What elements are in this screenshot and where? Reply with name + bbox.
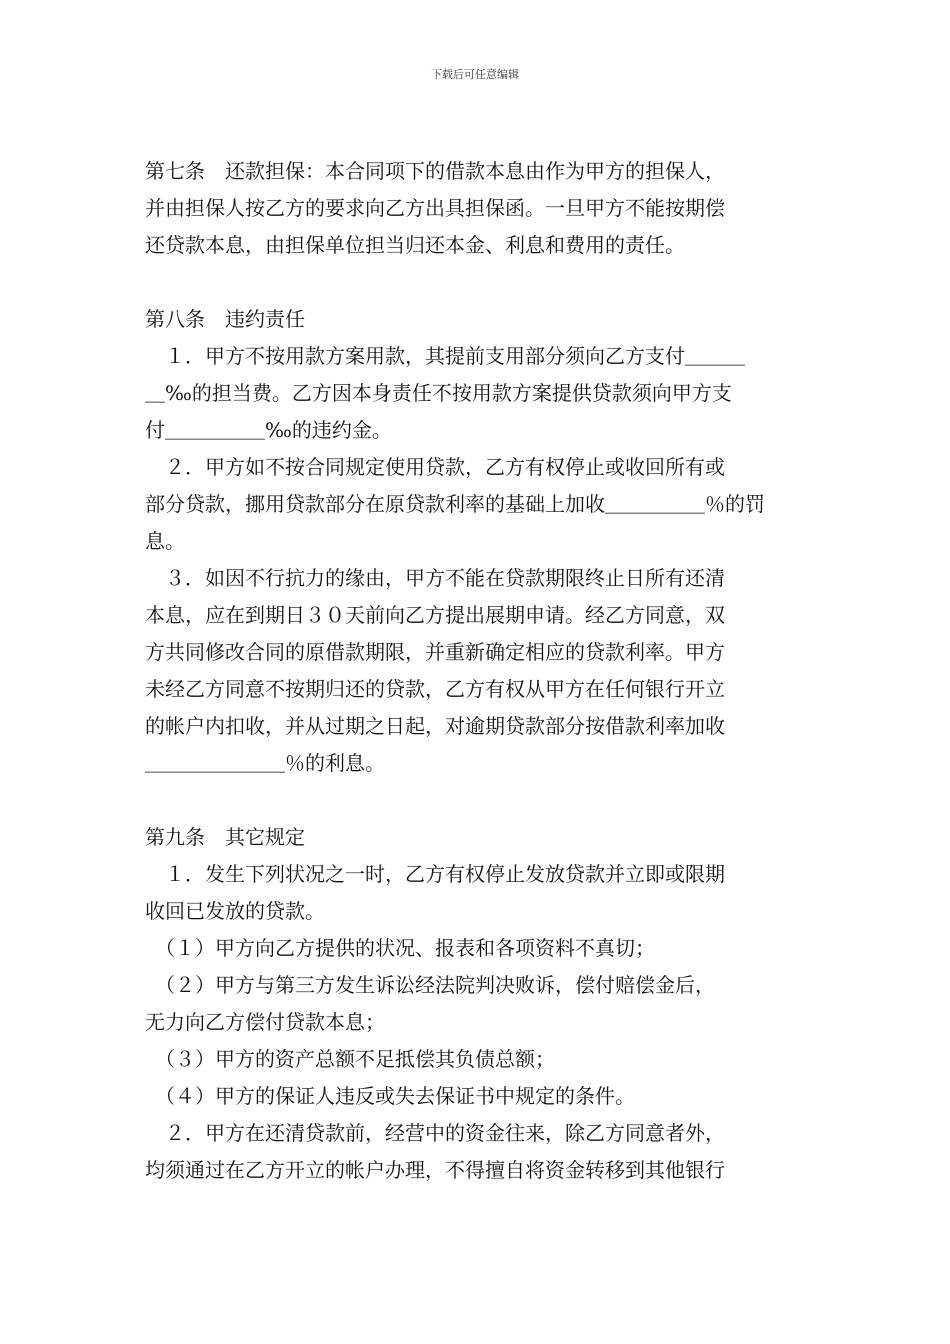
article-8-line: １．甲方不按用款方案用款，其提前支用部分须向乙方支付＿＿＿ [145, 344, 745, 368]
article-9-line: ２．甲方在还清贷款前，经营中的资金往来，除乙方同意者外， [145, 1121, 725, 1145]
article-8-line: ＿‰的担当费。乙方因本身责任不按用款方案提供贷款须向甲方支 [145, 381, 732, 405]
article-8-line: 未经乙方同意不按期归还的贷款，乙方有权从甲方在任何银行开立 [145, 677, 725, 701]
article-8-line: ２．甲方如不按合同规定使用贷款，乙方有权停止或收回所有或 [145, 455, 725, 479]
contract-body [145, 153, 810, 1189]
article-9-line: （３）甲方的资产总额不足抵偿其负债总额； [145, 1047, 555, 1071]
article-9-line: １．发生下列状况之一时，乙方有权停止发放贷款并立即或限期 [145, 862, 725, 886]
article-8-line: ＿＿＿＿＿＿＿％的利息。 [145, 751, 385, 775]
article-9-line: （２）甲方与第三方发生诉讼经法院判决败诉，偿付赔偿金后， [145, 973, 715, 997]
article-8-line: 方共同修改合同的原借款期限，并重新确定相应的贷款利率。甲方 [145, 640, 725, 664]
article-9 [145, 819, 810, 1189]
article-9-line: （４）甲方的保证人违反或失去保证书中规定的条件。 [145, 1084, 635, 1108]
article-8-title: 第八条 违约责任 [145, 307, 305, 331]
article-8-line: 息。 [145, 529, 185, 553]
article-7-line: 并由担保人按乙方的要求向乙方出具担保函。一旦甲方不能按期偿 [145, 196, 725, 220]
article-7 [145, 153, 810, 264]
page-header: 下载后可任意编辑 [431, 68, 519, 81]
article-8-line: 付＿＿＿＿＿‰的违约金。 [145, 418, 392, 442]
article-8-line: 的帐户内扣收，并从过期之日起，对逾期贷款部分按借款利率加收 [145, 714, 725, 738]
article-8-line: ３．如因不行抗力的缘由，甲方不能在贷款期限终止日所有还清 [145, 566, 725, 590]
article-9-line: 无力向乙方偿付贷款本息； [145, 1010, 385, 1034]
paragraph-gap [145, 782, 810, 819]
article-9-line: （１）甲方向乙方提供的状况、报表和各项资料不真切； [145, 936, 655, 960]
article-9-title: 第九条 其它规定 [145, 825, 305, 849]
article-8 [145, 301, 810, 782]
paragraph-gap [145, 264, 810, 301]
article-8-line: 本息，应在到期日３０天前向乙方提出展期申请。经乙方同意，双 [145, 603, 725, 627]
article-8-line: 部分贷款，挪用贷款部分在原贷款利率的基础上加收＿＿＿＿＿％的罚 [145, 492, 765, 516]
article-7-line: 第七条 还款担保：本合同项下的借款本息由作为甲方的担保人， [145, 159, 725, 183]
article-9-line: 收回已发放的贷款。 [145, 899, 325, 923]
article-7-line: 还贷款本息，由担保单位担当归还本金、利息和费用的责任。 [145, 233, 685, 257]
article-9-line: 均须通过在乙方开立的帐户办理，不得擅自将资金转移到其他银行 [145, 1158, 725, 1182]
